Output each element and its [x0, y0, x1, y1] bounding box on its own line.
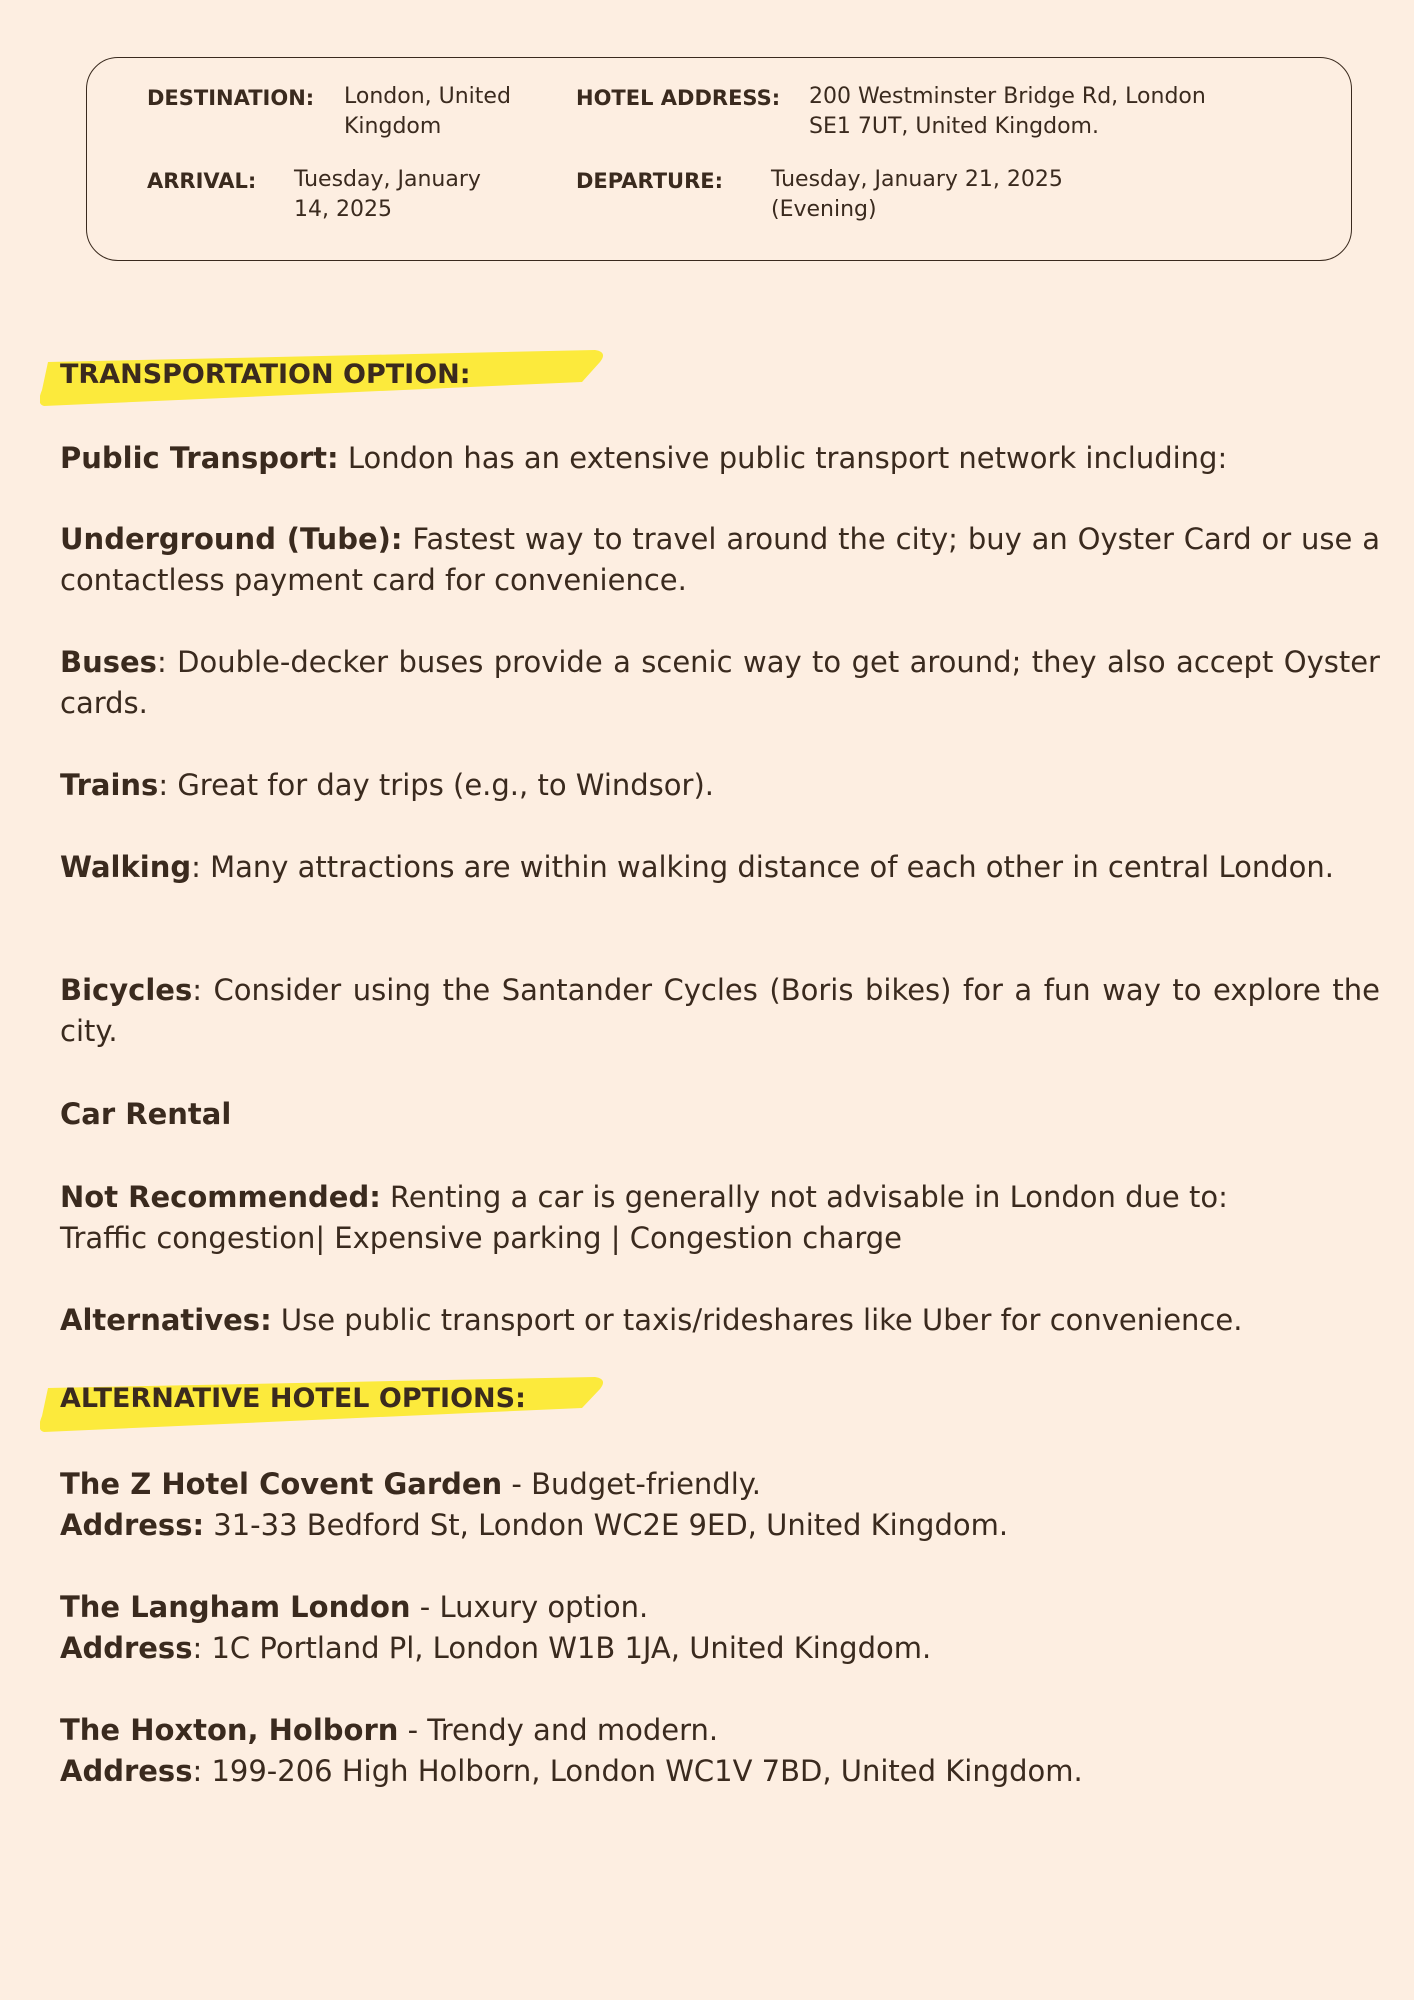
hotels-heading-highlight — [40, 1374, 610, 1438]
hotel-address-value: 200 Westminster Bridge Rd, London SE1 7UT, United Kingdom. — [809, 84, 1206, 139]
car-rental-heading: Car Rental — [60, 1097, 232, 1131]
hotel-address-label: HOTEL ADDRESS: — [576, 86, 781, 110]
hotel-name-line: The Z Hotel Covent Garden - Budget-friendly. — [60, 1467, 762, 1501]
hotel-name-line: The Langham London - Luxury option. — [60, 1590, 649, 1624]
bicycles-paragraph: Bicycles: Consider using the Santander Cycles (Boris bikes) for a fun way to explore the city. — [60, 973, 1380, 1048]
trip-summary-card — [86, 57, 1352, 261]
hotel-name-line: The Hoxton, Holborn - Trendy and modern. — [60, 1713, 719, 1747]
buses-paragraph: Buses: Double-decker buses provide a scenic way to get around; they also accept Oyster cards. — [60, 645, 1380, 720]
hotel-address-line: Address: 31-33 Bedford St, London WC2E 9ED, United Kingdom. — [60, 1508, 1009, 1542]
transport-heading-highlight — [40, 346, 610, 410]
alternatives-paragraph: Alternatives: Use public transport or taxis/rideshares like Uber for convenience. — [60, 1303, 1243, 1337]
hotel-address-line: Address: 199-206 High Holborn, London WC1V 7BD, United Kingdom. — [60, 1754, 1083, 1788]
walking-paragraph: Walking: Many attractions are within walking distance of each other in central London. — [60, 850, 1334, 884]
transport-heading: TRANSPORTATION OPTION: — [60, 359, 471, 390]
underground-paragraph: Underground (Tube): Fastest way to travel around the city; buy an Oyster Card or use a contactless payment card for convenience. — [60, 522, 1380, 597]
destination-value: London, United Kingdom — [344, 84, 511, 139]
not-recommended-paragraph: Not Recommended: Renting a car is generally not advisable in London due to: Traffic congestion| Expensive parking | Congestion charge — [60, 1180, 1228, 1255]
hotels-heading: ALTERNATIVE HOTEL OPTIONS: — [60, 1383, 526, 1414]
departure-value: Tuesday, January 21, 2025 (Evening) — [771, 167, 1063, 222]
departure-label: DEPARTURE: — [576, 169, 724, 193]
arrival-value: Tuesday, January 14, 2025 — [294, 167, 481, 222]
arrival-label: ARRIVAL: — [147, 169, 257, 193]
destination-label: DESTINATION: — [147, 86, 315, 110]
hotel-address-line: Address: 1C Portland Pl, London W1B 1JA, United Kingdom. — [60, 1631, 932, 1665]
trains-paragraph: Trains: Great for day trips (e.g., to Windsor). — [60, 768, 714, 802]
public-transport-paragraph: Public Transport: London has an extensive public transport network including: — [60, 441, 1228, 475]
